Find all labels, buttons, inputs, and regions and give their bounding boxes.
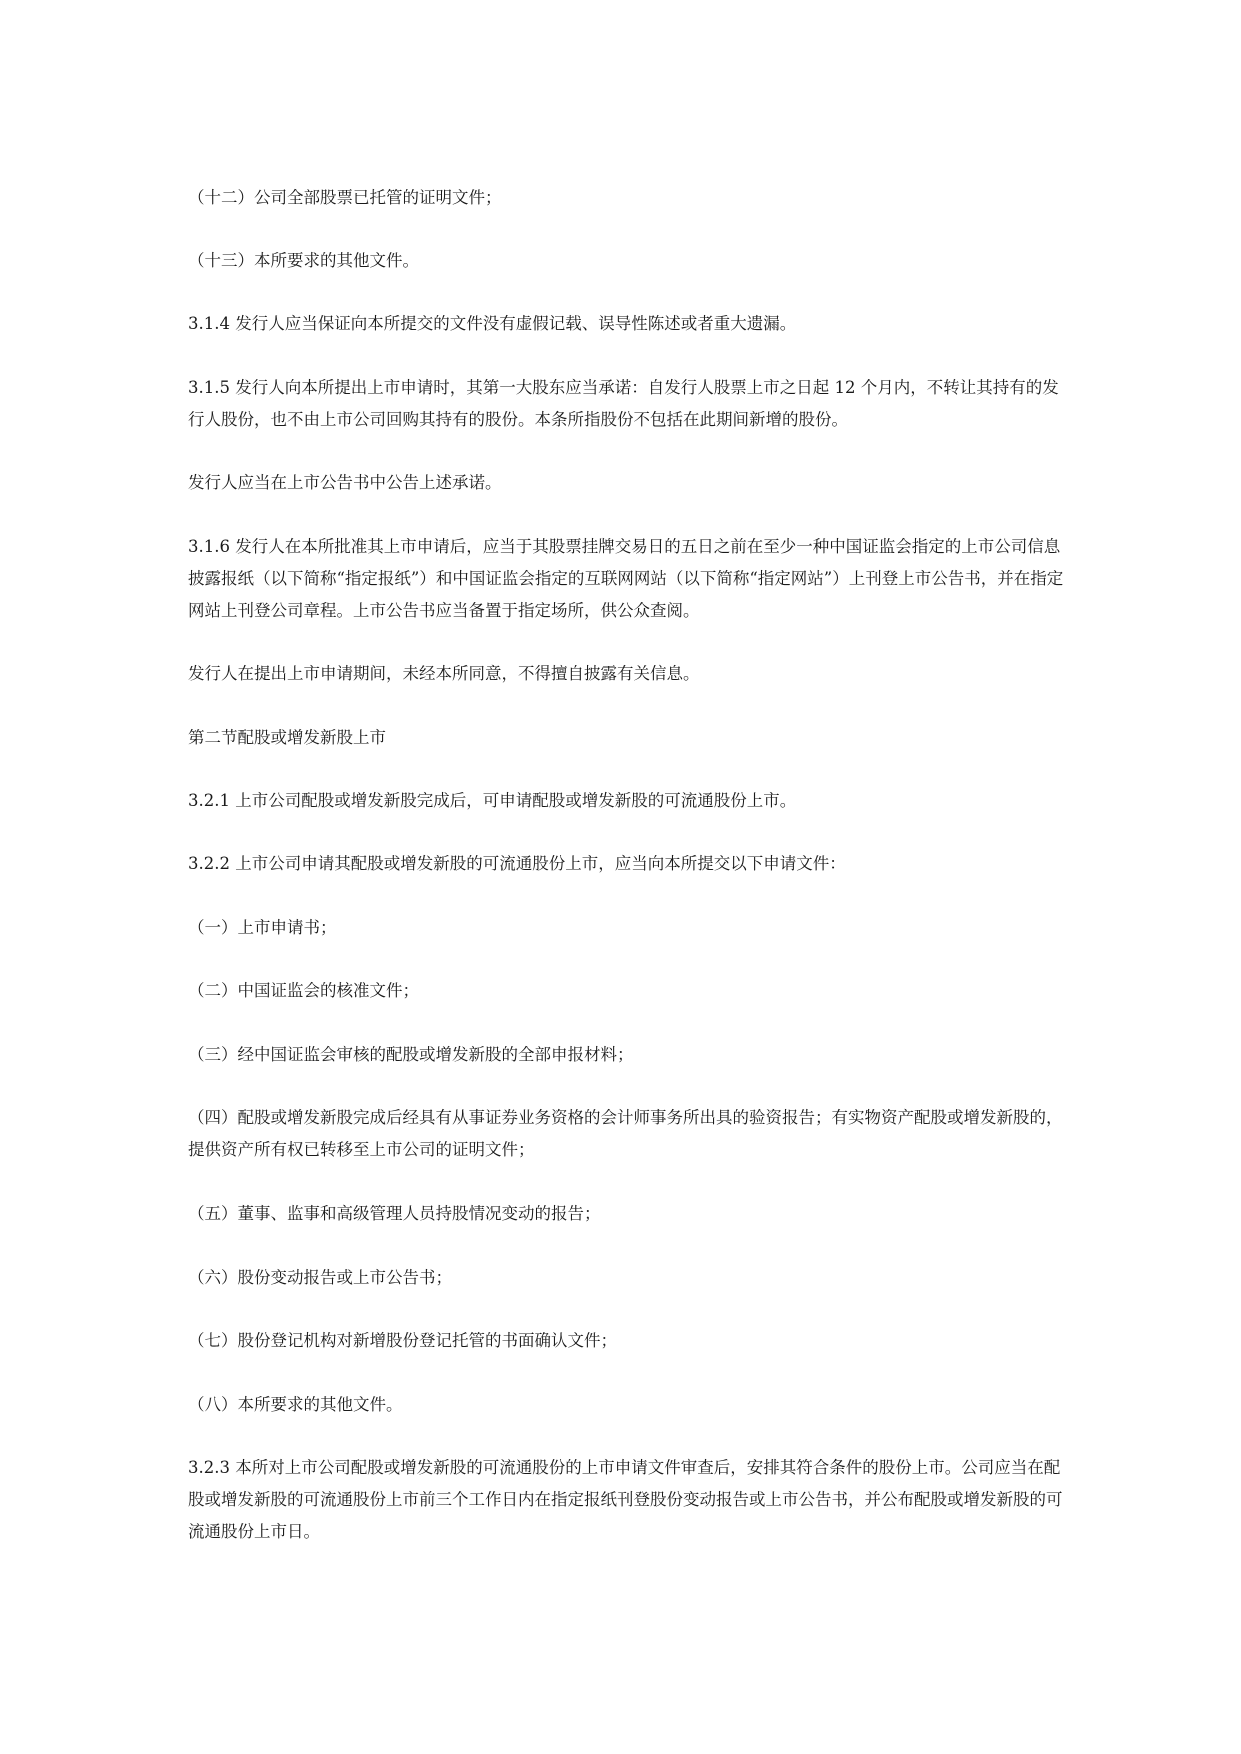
list-item-8: （八）本所要求的其他文件。 [188,1395,403,1414]
list-item-3: （三）经中国证监会审核的配股或增发新股的全部申报材料； [188,1045,634,1064]
paragraph-3-2-1: 3.2.1 上市公司配股或增发新股完成后，可申请配股或增发新股的可流通股份上市。 [188,791,797,810]
paragraph-announce-commitment: 发行人应当在上市公告书中公告上述承诺。 [188,473,502,492]
list-item-5: （五）董事、监事和高级管理人员持股情况变动的报告； [188,1204,601,1223]
paragraph-3-1-5: 3.1.5 发行人向本所提出上市申请时，其第一大股东应当承诺：自发行人股票上市之日起 12 个月内，不转让其持有的发行人股份，也不由上市公司回购其持有的股份。本条所指股份不包括在此期间新增的股份。 [188,378,1059,429]
paragraph-3-2-2: 3.2.2 上市公司申请其配股或增发新股的可流通股份上市，应当向本所提交以下申请文件： [188,854,846,873]
paragraph-item-12: （十二）公司全部股票已托管的证明文件； [188,188,502,207]
paragraph-no-disclosure: 发行人在提出上市申请期间，未经本所同意，不得擅自披露有关信息。 [188,664,700,683]
list-item-2: （二）中国证监会的核准文件； [188,981,419,1000]
paragraph-item-13: （十三）本所要求的其他文件。 [188,251,419,270]
paragraph-3-2-3: 3.2.3 本所对上市公司配股或增发新股的可流通股份的上市申请文件审查后，安排其符合条件的股份上市。公司应当在配股或增发新股的可流通股份上市前三个工作日内在指定报纸刊登股份变动报告或上市公告书，并公布配股或增发新股的可流通股份上市日。 [188,1458,1063,1541]
paragraph-3-1-6: 3.1.6 发行人在本所批准其上市申请后，应当于其股票挂牌交易日的五日之前在至少一种中国证监会指定的上市公司信息披露报纸（以下简称“指定报纸”）和中国证监会指定的互联网网站（以下简称“指定网站”）上刊登上市公告书，并在指定网站上刊登公司章程。上市公告书应当备置于指定场所，供公众查阅。 [188,537,1064,620]
section-heading: 第二节配股或增发新股上市 [188,728,386,747]
paragraph-3-1-4: 3.1.4 发行人应当保证向本所提交的文件没有虚假记载、误导性陈述或者重大遗漏。 [188,314,797,333]
list-item-7: （七）股份登记机构对新增股份登记托管的书面确认文件； [188,1331,617,1350]
list-item-6: （六）股份变动报告或上市公告书； [188,1268,452,1287]
list-item-4: （四）配股或增发新股完成后经具有从事证券业务资格的会计师事务所出具的验资报告；有实物资产配股或增发新股的，提供资产所有权已转移至上市公司的证明文件； [188,1108,1063,1159]
list-item-1: （一）上市申请书； [188,918,337,937]
